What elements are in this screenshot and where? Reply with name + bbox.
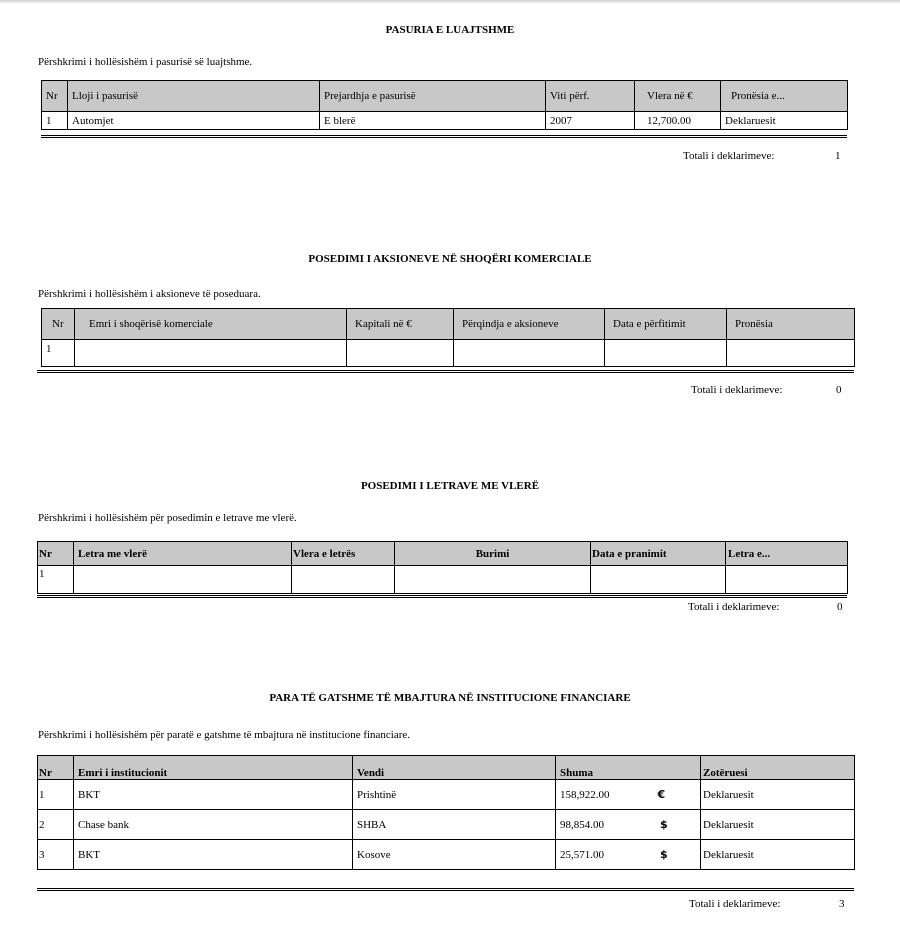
cell-holder: Deklaruesit <box>701 780 855 810</box>
cell-capital <box>347 340 454 367</box>
total-declarations <box>689 898 849 910</box>
section-description: Përshkrimi i hollësishëm për posedimin e letrave me vlerë. <box>38 512 297 524</box>
col-header-ownership: Pronësia <box>727 309 855 340</box>
col-header-asset-type: Lloji i pasurisë <box>68 81 320 112</box>
col-header-country: Vendi <box>353 756 556 780</box>
table-end-rule <box>37 595 847 598</box>
cell-receipt-date <box>591 566 726 594</box>
total-declarations <box>691 384 851 396</box>
cell-nr: 1 <box>38 566 74 594</box>
col-header-institution: Emri i institucionit <box>74 756 353 780</box>
amount-value: 98,854.00 <box>560 819 604 831</box>
table-header-row <box>38 542 848 566</box>
table-header-row <box>38 756 855 780</box>
cell-security-value <box>292 566 395 594</box>
dollar-currency-icon: $ <box>660 848 668 861</box>
cell-country: Kosove <box>353 840 556 870</box>
table-header-row <box>42 309 855 340</box>
cell-acquisition-date <box>605 340 727 367</box>
table-end-rule <box>37 370 854 373</box>
table-end-rule <box>37 888 854 891</box>
table-row <box>42 112 848 130</box>
col-header-acquisition-date: Data e përfitimit <box>605 309 727 340</box>
total-count: 0 <box>836 384 842 396</box>
amount-value: 25,571.00 <box>560 849 604 861</box>
col-header-asset-origin: Prejardhja e pasurisë <box>320 81 546 112</box>
cell-institution: BKT <box>74 840 353 870</box>
section-title-movable-assets: PASURIA E LUAJTSHME <box>385 24 515 36</box>
cell-ownership: Deklaruesit <box>721 112 848 130</box>
cell-amount <box>556 810 701 840</box>
cell-share-percent <box>454 340 605 367</box>
table-end-rule <box>41 135 847 138</box>
movable-assets-table <box>41 80 848 130</box>
section-description: Përshkrimi i hollësishëm i pasurisë së luajtshme. <box>38 56 253 68</box>
total-label: Totali i deklarimeve: <box>688 601 780 613</box>
cell-security <box>74 566 292 594</box>
section-title-shares: POSEDIMI I AKSIONEVE NË SHOQËRI KOMERCIALE <box>308 253 592 265</box>
col-header-amount: Shuma <box>556 756 701 780</box>
cell-ownership <box>727 340 855 367</box>
cell-nr: 1 <box>42 112 68 130</box>
cell-nr: 2 <box>38 810 74 840</box>
col-header-ownership: Pronësia e... <box>721 81 848 112</box>
cell-amount <box>556 780 701 810</box>
col-header-receipt-date: Data e pranimit <box>591 542 726 566</box>
cash-deposits-table <box>37 755 855 870</box>
section-description: Përshkrimi i hollësishëm i aksioneve të poseduara. <box>38 288 261 300</box>
section-title-securities: POSEDIMI I LETRAVE ME VLERË <box>360 480 540 492</box>
table-row <box>38 566 848 594</box>
amount-value: 158,922.00 <box>560 789 610 801</box>
table-row <box>38 780 855 810</box>
cell-institution: BKT <box>74 780 353 810</box>
col-header-company-name: Emri i shoqërisë komerciale <box>75 309 347 340</box>
total-label: Totali i deklarimeve: <box>689 898 781 910</box>
col-header-value: Vlera në € <box>635 81 721 112</box>
cell-year: 2007 <box>546 112 635 130</box>
section-title-cash-deposits: PARA TË GATSHME TË MBAJTURA NË INSTITUCIONE FINANCIARE <box>269 692 631 704</box>
col-header-nr: Nr <box>42 81 68 112</box>
table-header-row <box>42 81 848 112</box>
cell-nr: 1 <box>38 780 74 810</box>
euro-currency-icon: € <box>657 788 666 801</box>
total-declarations <box>683 150 843 162</box>
total-count: 1 <box>835 150 841 162</box>
total-label: Totali i deklarimeve: <box>683 150 775 162</box>
viewer-top-edge <box>0 0 900 3</box>
col-header-nr: Nr <box>42 309 75 340</box>
cell-source <box>395 566 591 594</box>
table-row <box>38 840 855 870</box>
col-header-share-percent: Përqindja e aksioneve <box>454 309 605 340</box>
col-header-security: Letra me vlerë <box>74 542 292 566</box>
cell-company-name <box>75 340 347 367</box>
cell-asset-origin: E blerë <box>320 112 546 130</box>
cell-security-kind <box>726 566 848 594</box>
dollar-currency-icon: $ <box>660 818 668 831</box>
cell-value: 12,700.00 <box>635 112 721 130</box>
cell-nr: 1 <box>42 340 75 367</box>
shares-table <box>41 308 855 367</box>
securities-table <box>37 541 848 594</box>
col-header-security-kind: Letra e... <box>726 542 848 566</box>
col-header-year: Viti përf. <box>546 81 635 112</box>
table-row <box>42 340 855 367</box>
col-header-security-value: Vlera e letrës <box>292 542 395 566</box>
total-label: Totali i deklarimeve: <box>691 384 783 396</box>
cell-country: SHBA <box>353 810 556 840</box>
cell-holder: Deklaruesit <box>701 840 855 870</box>
cell-institution: Chase bank <box>74 810 353 840</box>
total-count: 3 <box>839 898 845 910</box>
table-row <box>38 810 855 840</box>
cell-asset-type: Automjet <box>68 112 320 130</box>
total-declarations <box>688 601 848 613</box>
section-description: Përshkrimi i hollësishëm për paratë e gatshme të mbajtura në institucione financiare. <box>38 729 411 741</box>
cell-amount <box>556 840 701 870</box>
total-count: 0 <box>837 601 843 613</box>
col-header-nr: Nr <box>38 756 74 780</box>
col-header-source: Burimi <box>395 542 591 566</box>
col-header-holder: Zotëruesi <box>701 756 855 780</box>
col-header-capital: Kapitali në € <box>347 309 454 340</box>
cell-country: Prishtinë <box>353 780 556 810</box>
col-header-nr: Nr <box>38 542 74 566</box>
cell-holder: Deklaruesit <box>701 810 855 840</box>
cell-nr: 3 <box>38 840 74 870</box>
